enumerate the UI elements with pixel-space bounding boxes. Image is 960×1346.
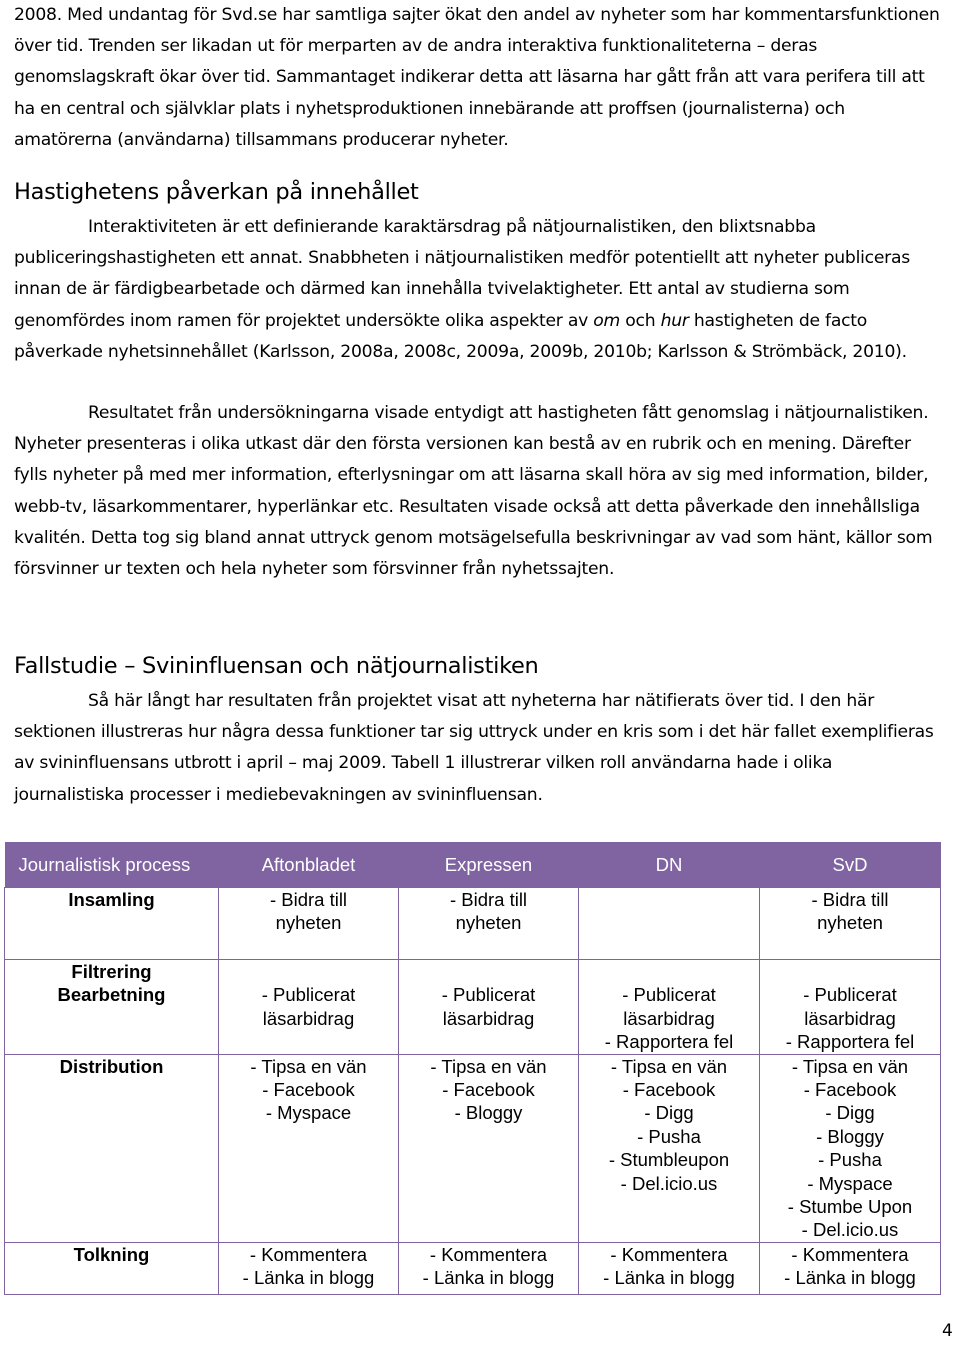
paragraph-resultat <box>14 398 944 585</box>
paragraph-intro: 2008. Med undantag för Svd.se har samtliga sajter ökat den andel av nyheter som har kommentarsfunktionen över tid. Trenden ser likadan ut för merparten av de andra interaktiva funktionaliteterna – deras genomslagskraft ökar över tid. Sammantaget indikerar detta att läsarna har gått från att vara perifera till att ha en central och självklar plats i nyhetsproduktionen innebärande att proffsen (journalisterna) och amatörerna (användarna) tillsammans producerar nyheter. <box>14 5 940 150</box>
paragraph-hastighet-part-b: hastigheten de facto påverkade nyhetsinnehållet (Karlsson, 2008a, 2008c, 2009a, 2009b, 2010b; Karlsson & Strömbäck, 2010). <box>14 310 907 362</box>
cell-line: - Publicerat <box>803 984 897 1006</box>
cell-line: - Stumbe Upon <box>787 1196 913 1218</box>
cell-line: - Facebook <box>262 1079 355 1101</box>
table-header-cell: Expressen <box>399 842 579 888</box>
cell-line <box>223 960 394 983</box>
cell-line: - Pusha <box>637 1125 701 1147</box>
cell-line: - Bidra till <box>811 889 889 910</box>
table-cell <box>760 888 941 960</box>
cell-line: - Kommentera <box>429 1243 548 1265</box>
cell-line: - Kommentera <box>610 1243 728 1265</box>
cell-line: - Digg <box>644 1102 694 1124</box>
cell-line: - Tipsa en vän <box>610 1055 728 1077</box>
cell-line: - Tipsa en vän <box>430 1055 547 1077</box>
cell-line: - Bloggy <box>816 1125 884 1147</box>
cell-line: - Digg <box>825 1102 875 1124</box>
table-cell <box>760 1242 941 1294</box>
table-cell <box>579 1054 760 1242</box>
cell-line: nyheten <box>275 912 342 934</box>
table-cell <box>760 1054 941 1242</box>
cell-line: - Facebook <box>803 1079 897 1101</box>
table-cell <box>219 960 399 1055</box>
paragraph-fallstudie-text: Så här långt har resultaten från projektet visat att nyheterna har nätifierats över tid. I den här sektionen illustreras hur några dessa funktioner tar sig uttryck under en kris som i det här fallet exemplifieras av svininfluensans utbrott i april – maj 2009. Tabell 1 illustrerar vilken roll användarna hade i olika journalistiska processer i mediebevakningen av svininfluensan. <box>14 691 934 805</box>
process-label: Bearbetning <box>57 984 166 1006</box>
process-label: Distribution <box>59 1055 164 1077</box>
cell-line: - Länka in blogg <box>603 1267 735 1289</box>
cell-line: - Bloggy <box>454 1102 523 1124</box>
cell-line: - Rapportera fel <box>785 1031 915 1053</box>
table-header-cell: SvD <box>760 842 941 888</box>
process-cell <box>5 960 219 1055</box>
table-row <box>5 1054 941 1242</box>
cell-line: - Facebook <box>442 1079 535 1101</box>
table-cell <box>579 960 760 1055</box>
cell-line: - Länka in blogg <box>784 1267 916 1289</box>
table-header-cell: DN <box>579 842 760 888</box>
cell-line: - Kommentera <box>791 1243 909 1265</box>
cell-line: - Kommentera <box>249 1243 368 1265</box>
processes-table <box>4 842 941 1295</box>
paragraph-fallstudie <box>14 686 944 811</box>
table-cell <box>399 1054 579 1242</box>
table-header-row <box>5 842 941 888</box>
table-row <box>5 960 941 1055</box>
cell-line <box>764 960 936 983</box>
paragraph-hastighet <box>14 212 944 368</box>
cell-line: nyheten <box>455 912 522 934</box>
cell-line <box>583 960 755 983</box>
cell-line: - Publicerat <box>622 984 716 1006</box>
paragraph-hastighet-part-a: Interaktiviteten är ett definierande karaktärsdrag på nätjournalistiken, den blixtsnabba publiceringshastigheten ett annat. Snabbheten i nätjournalistiken medför potentiellt att nyheter publiceras innan de är färdigbearbetade och därmed kan innehålla tvivelaktigheter. Ett antal av studierna som genomfördes inom ramen för projektet undersökte olika aspekter av <box>14 217 910 331</box>
table-cell <box>399 960 579 1055</box>
cell-line: läsarbidrag <box>262 1007 355 1029</box>
table-cell <box>760 960 941 1055</box>
cell-line: - Publicerat <box>261 984 356 1006</box>
table-cell <box>579 888 760 960</box>
cell-line: - Del.icio.us <box>620 1172 718 1194</box>
paragraph-hastighet-och: och <box>620 310 661 331</box>
cell-line: - Länka in blogg <box>422 1267 555 1289</box>
table-cell <box>219 888 399 960</box>
table-cell <box>579 1242 760 1294</box>
cell-line: - Rapportera fel <box>604 1031 734 1053</box>
table-cell <box>219 1242 399 1294</box>
cell-line: - Länka in blogg <box>242 1267 375 1289</box>
process-label: Tolkning <box>73 1243 150 1265</box>
process-label: Insamling <box>68 889 155 910</box>
process-cell <box>5 1242 219 1294</box>
cell-line: - Del.icio.us <box>801 1219 899 1241</box>
table-header-cell: Aftonbladet <box>219 842 399 888</box>
table-cell <box>399 888 579 960</box>
cell-line: - Bidra till <box>269 889 348 910</box>
cell-line: nyheten <box>817 912 883 934</box>
cell-line: läsarbidrag <box>623 1007 715 1029</box>
cell-line: - Facebook <box>622 1079 716 1101</box>
paragraph-resultat-text: Resultatet från undersökningarna visade entydigt att hastigheten fått genomslag i nätjournalistiken. Nyheter presenteras i olika utkast där den första versionen kan bestå av en rubrik och en mening. Därefter fylls nyheter på med mer information, efterlysningar om att läsarna skall höra av sig med information, bilder, webb-tv, läsarkommentarer, hyperlänkar etc. Resultaten visade också att detta påverkade den innehållsliga kvalitén. Detta tog sig bland annat uttryck genom motsägelsefulla beskrivningar av vad som hänt, källor som försvinner ur texten och hela nyheter som försvinner från nyhetssajten. <box>14 403 933 580</box>
cell-line: - Myspace <box>807 1172 893 1194</box>
table-cell <box>399 1242 579 1294</box>
heading-hastighetens-paverkan: Hastighetens påverkan på innehållet <box>14 179 419 205</box>
cell-line: läsarbidrag <box>804 1007 896 1029</box>
table-cell <box>219 1054 399 1242</box>
cell-line: - Publicerat <box>441 984 536 1006</box>
cell-line: - Tipsa en vän <box>791 1055 909 1077</box>
cell-line: - Tipsa en vän <box>250 1055 367 1077</box>
cell-line: - Myspace <box>265 1102 352 1124</box>
cell-line: - Pusha <box>818 1149 882 1171</box>
heading-fallstudie: Fallstudie – Svininfluensan och nätjournalistiken <box>14 653 539 679</box>
cell-line: läsarbidrag <box>442 1007 535 1029</box>
process-cell <box>5 888 219 960</box>
table-row <box>5 888 941 960</box>
process-label: Filtrering <box>71 961 152 982</box>
cell-line: - Bidra till <box>449 889 528 910</box>
emphasis-hur: hur <box>660 310 689 331</box>
page-number: 4 <box>942 1321 953 1341</box>
cell-line: - Stumbleupon <box>608 1149 730 1171</box>
table-row <box>5 1242 941 1294</box>
table-body <box>5 888 941 1295</box>
cell-line <box>403 960 574 983</box>
emphasis-om: om <box>593 310 621 331</box>
process-cell <box>5 1054 219 1242</box>
table-header-cell: Journalistisk process <box>5 842 219 888</box>
